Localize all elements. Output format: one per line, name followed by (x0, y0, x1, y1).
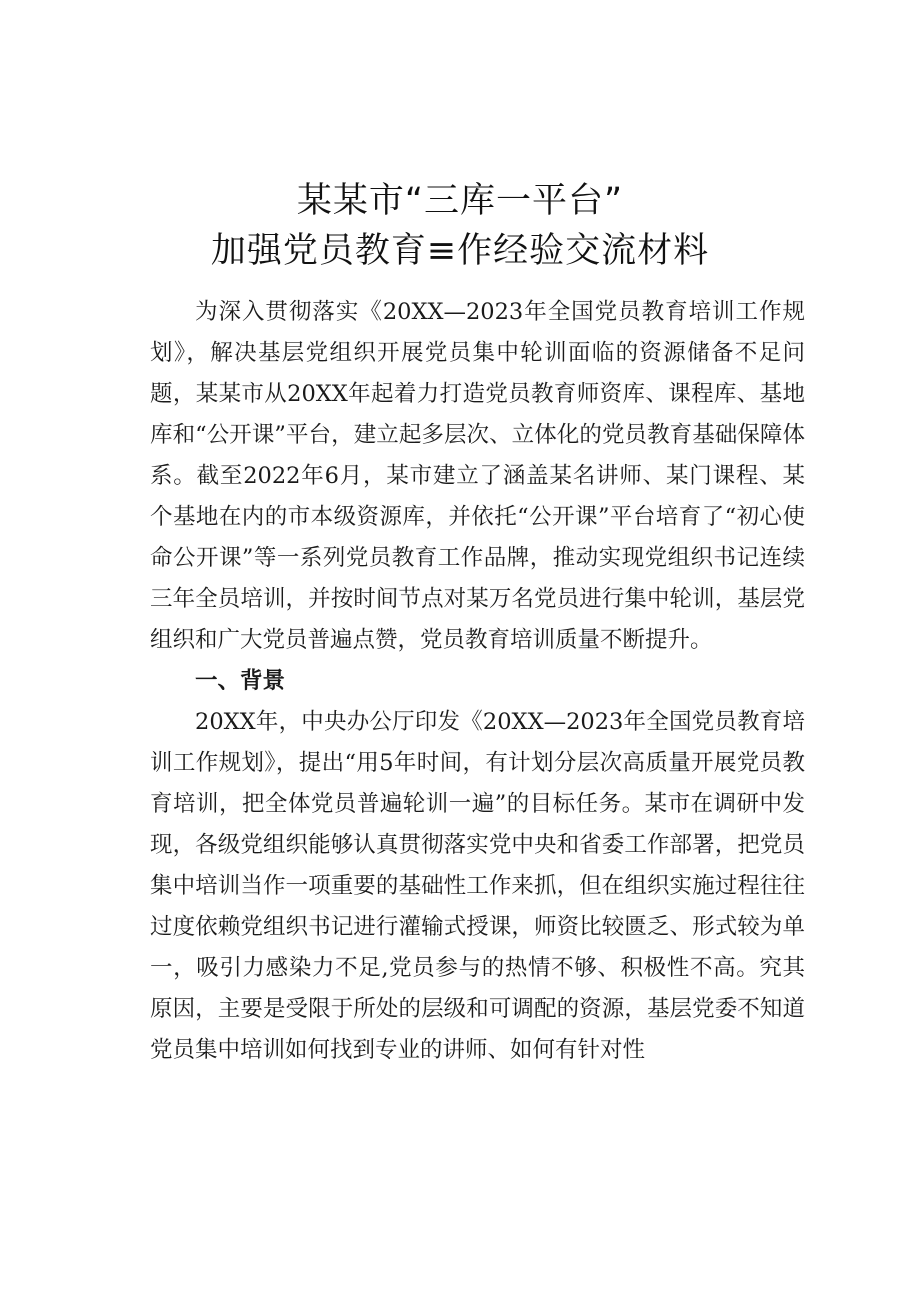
document-body (150, 292, 805, 1071)
document-title-line-2: 加强党员教育≡作经验交流材料 (210, 231, 710, 272)
section-heading-background: 一、背景 (195, 668, 286, 694)
document-title-line-1: 某某市“三库一平台” (296, 181, 624, 222)
background-paragraph: 20XX年，中央办公厅印发《20XX—2023年全国党员教育培训工作规划》，提出“用5年时间，有计划分层次高质量开展党员教育培训，把全体党员普遍轮训一遍”的目标任务。某市在调研中发现，各级党组织能够认真贯彻落实党中央和省委工作部署，把党员集中培训当作一项重要的基础性工作来抓，但在组织实施过程往往过度依赖党组织书记进行灌输式授课，师资比较匮乏、形式较为单一，吸引力感染力不足,党员参与的热情不够、积极性不高。究其原因，主要是受限于所处的层级和可调配的资源，基层党委不知道党员集中培训如何找到专业的讲师、如何有针对性 (150, 709, 805, 1063)
intro-paragraph: 为深入贯彻落实《20XX—2023年全国党员教育培训工作规划》，解决基层党组织开展党员集中轮训面临的资源储备不足问题，某某市从20XX年起着力打造党员教育师资库、课程库、基地库和“公开课”平台，建立起多层次、立体化的党员教育基础保障体系。截至2022年6月，某市建立了涵盖某名讲师、某门课程、某个基地在内的市本级资源库，并依托“公开课”平台培育了“初心使命公开课”等一系列党员教育工作品牌，推动实现党组织书记连续三年全员培训，并按时间节点对某万名党员进行集中轮训，基层党组织和广大党员普遍点赞，党员教育培训质量不断提升。 (150, 299, 805, 653)
